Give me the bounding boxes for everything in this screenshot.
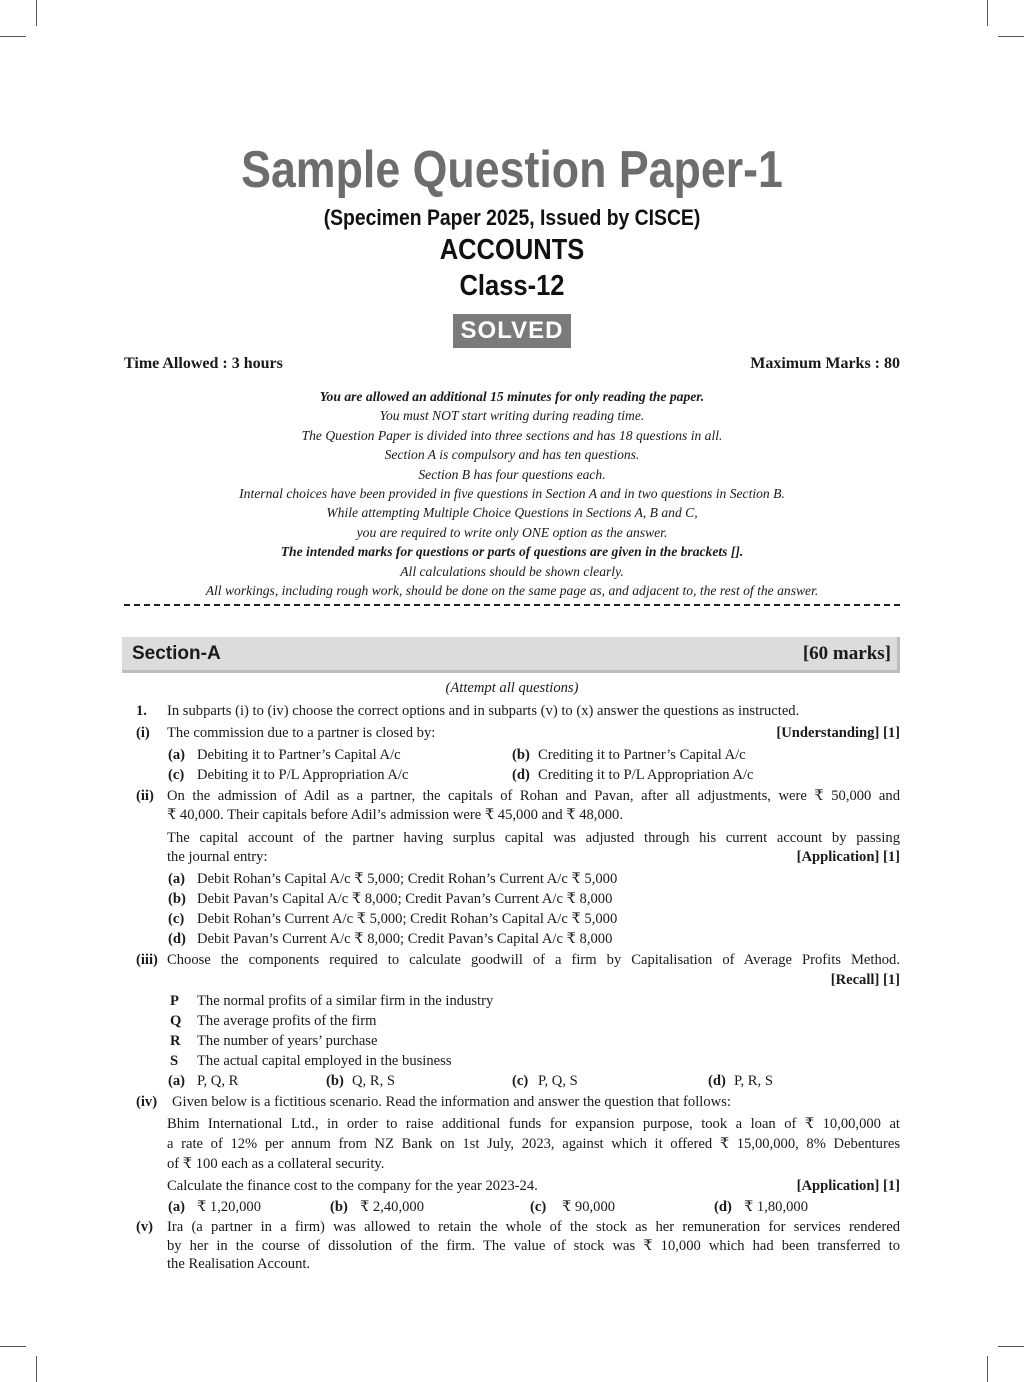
subpart-number: (i)	[136, 725, 150, 741]
instruction-line: Section A is compulsory and has ten questions.	[384, 447, 640, 463]
option-label: (a)	[168, 747, 186, 763]
option-text: Q, R, S	[352, 1073, 395, 1089]
instruction-line: While attempting Multiple Choice Questions in Sections A, B and C,	[326, 505, 698, 521]
maximum-marks: Maximum Marks : 80	[750, 355, 900, 372]
instruction-line: Internal choices have been provided in five questions in Section A and in two questions in Section B.	[239, 486, 785, 502]
option-label: (c)	[530, 1199, 547, 1215]
option-text: P, Q, R	[197, 1073, 239, 1089]
component-key: R	[170, 1033, 181, 1049]
option-text: ₹ 2,40,000	[360, 1199, 425, 1215]
section-title: Section-A	[132, 643, 221, 664]
question-text: ₹ 40,000. Their capitals before Adil’s admission were ₹ 45,000 and ₹ 48,000.	[167, 807, 623, 823]
option-text: Debit Pavan’s Current A/c ₹ 8,000; Credit Pavan’s Capital A/c ₹ 8,000	[197, 931, 613, 947]
crop-mark	[998, 36, 1024, 37]
instruction-line: you are required to write only ONE option as the answer.	[356, 524, 668, 540]
section-header	[122, 637, 900, 673]
question-text: Ira (a partner in a firm) was allowed to retain the whole of the stock as her remuneration for services rendered	[167, 1219, 900, 1235]
component-key: S	[170, 1053, 179, 1069]
instructions	[110, 387, 914, 600]
question-text: In subparts (i) to (iv) choose the correct options and in subparts (v) to (x) answer the questions as instructed.	[167, 703, 800, 719]
subpart-number: (iv)	[136, 1094, 158, 1110]
option-label: (a)	[168, 871, 186, 887]
question-text: a rate of 12% per annum from NZ Bank on 1st July, 2023, against which it offered ₹ 15,00,000, 8% Debentures	[167, 1136, 900, 1152]
question-text: the journal entry:	[167, 849, 268, 865]
subpart-number: (v)	[136, 1219, 154, 1235]
crop-mark	[0, 36, 26, 37]
question-text: On the admission of Adil as a partner, the capitals of Rohan and Pavan, after all adjustments, were ₹ 50,000 and	[167, 788, 900, 804]
crop-mark	[987, 0, 988, 26]
instruction-line: The Question Paper is divided into three sections and has 18 questions in all.	[301, 427, 723, 443]
component-key: Q	[170, 1013, 182, 1029]
component-key: P	[170, 993, 179, 1009]
marks-tag: [Application] [1]	[796, 1178, 900, 1194]
instruction-line: Section B has four questions each.	[418, 466, 606, 482]
option-label: (b)	[326, 1073, 344, 1089]
crop-mark	[36, 1356, 37, 1382]
paper-subtitle: (Specimen Paper 2025, Issued by CISCE)	[323, 205, 701, 230]
instruction-line: All calculations should be shown clearly.	[400, 563, 624, 579]
subject-title: ACCOUNTS	[439, 234, 585, 266]
question-text: the Realisation Account.	[167, 1256, 311, 1272]
question-text: The capital account of the partner having surplus capital was adjusted through his current account by passing	[167, 830, 900, 846]
marks-tag: [Application] [1]	[796, 849, 900, 865]
question-text: by her in the course of dissolution of the firm. The value of stock was ₹ 10,000 which had been transferred to	[167, 1238, 900, 1254]
option-label: (d)	[512, 767, 530, 783]
solved-badge: SOLVED	[453, 314, 571, 348]
option-label: (a)	[168, 1199, 186, 1215]
instruction-line: You are allowed an additional 15 minutes for only reading the paper.	[319, 389, 705, 404]
question-number: 1.	[136, 703, 147, 719]
option-label: (a)	[168, 1073, 186, 1089]
option-label: (d)	[168, 931, 186, 947]
marks-tag: [Recall] [1]	[830, 972, 900, 988]
option-text: P, R, S	[734, 1073, 773, 1089]
component-text: The actual capital employed in the business	[197, 1053, 452, 1069]
option-label: (b)	[168, 891, 186, 907]
page-title: Sample Question Paper-1	[241, 141, 783, 199]
option-text: ₹ 90,000	[562, 1199, 616, 1215]
question-text: The commission due to a partner is closed by:	[167, 725, 436, 741]
component-text: The number of years’ purchase	[197, 1033, 378, 1049]
crop-mark	[36, 0, 37, 26]
option-label: (c)	[168, 911, 185, 927]
option-text: Crediting it to P/L Appropriation A/c	[538, 767, 754, 783]
instruction-line: You must NOT start writing during reading time.	[379, 408, 645, 424]
option-text: Debit Rohan’s Capital A/c ₹ 5,000; Credit Rohan’s Current A/c ₹ 5,000	[197, 871, 618, 887]
marks-tag: [Understanding] [1]	[776, 725, 900, 741]
option-text: Debiting it to P/L Appropriation A/c	[197, 767, 409, 783]
option-text: P, Q, S	[538, 1073, 578, 1089]
component-text: The average profits of the firm	[197, 1013, 377, 1029]
dashed-divider	[124, 604, 900, 606]
question-text: Bhim International Ltd., in order to raise additional funds for expansion purpose, took a loan of ₹ 10,00,000 at	[167, 1116, 900, 1132]
subpart-number: (ii)	[136, 788, 154, 804]
crop-mark	[998, 1346, 1024, 1347]
attempt-note: (Attempt all questions)	[445, 680, 579, 696]
option-text: Debit Pavan’s Capital A/c ₹ 8,000; Credit Pavan’s Current A/c ₹ 8,000	[197, 891, 613, 907]
option-text: ₹ 1,20,000	[197, 1199, 262, 1215]
option-text: Debit Rohan’s Current A/c ₹ 5,000; Credit Rohan’s Capital A/c ₹ 5,000	[197, 911, 618, 927]
question-text: Given below is a fictitious scenario. Read the information and answer the question that follows:	[172, 1094, 731, 1110]
option-text: ₹ 1,80,000	[744, 1199, 809, 1215]
subpart-number: (iii)	[136, 952, 158, 968]
option-text: Debiting it to Partner’s Capital A/c	[197, 747, 401, 763]
question-text: Choose the components required to calculate goodwill of a firm by Capitalisation of Average Profits Method.	[167, 952, 900, 968]
option-label: (c)	[512, 1073, 529, 1089]
option-text: Crediting it to Partner’s Capital A/c	[538, 747, 746, 763]
section-marks: [60 marks]	[802, 643, 891, 664]
option-label: (b)	[330, 1199, 348, 1215]
class-title: Class-12	[459, 270, 565, 302]
crop-mark	[987, 1356, 988, 1382]
option-label: (d)	[708, 1073, 726, 1089]
question-text: Calculate the finance cost to the company for the year 2023-24.	[167, 1178, 538, 1194]
instruction-line: The intended marks for questions or parts of questions are given in the brackets [].	[280, 544, 744, 560]
option-label: (b)	[512, 747, 530, 763]
crop-mark	[0, 1346, 26, 1347]
component-text: The normal profits of a similar firm in the industry	[197, 993, 494, 1009]
time-allowed: Time Allowed : 3 hours	[124, 355, 283, 372]
instruction-line: All workings, including rough work, should be done on the same page as, and adjacent to, the rest of the answer.	[205, 583, 819, 599]
option-label: (c)	[168, 767, 185, 783]
option-label: (d)	[714, 1199, 732, 1215]
question-text: of ₹ 100 each as a collateral security.	[167, 1156, 385, 1172]
